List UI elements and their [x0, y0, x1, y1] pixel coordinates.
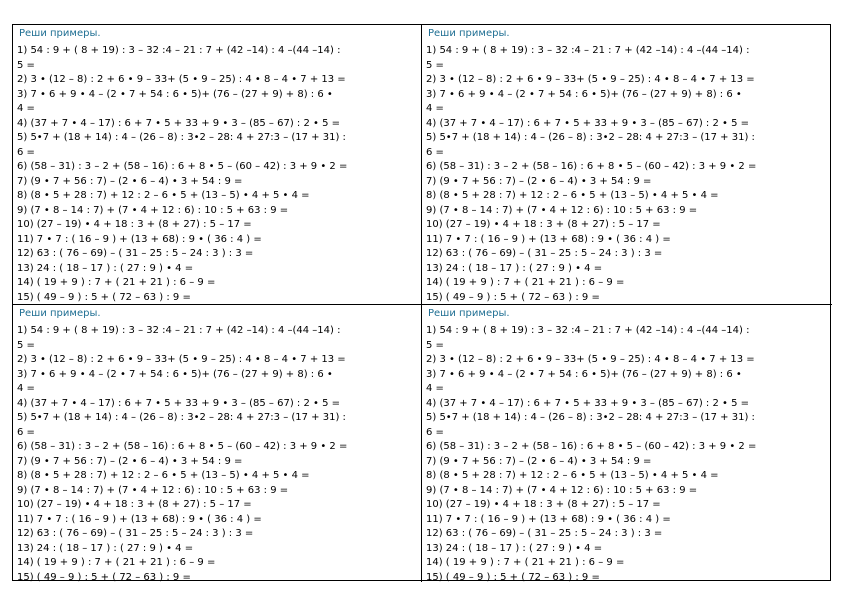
exercise-line: 10) (27 – 19) • 4 + 18 : 3 + (8 + 27) : 5 – 17 =: [17, 219, 252, 230]
exercise-line: 6 =: [17, 426, 35, 438]
exercise-line: 4) (37 + 7 • 4 – 17) : 6 + 7 • 5 + 33 + 9 • 3 – (85 – 67) : 2 • 5 =: [426, 117, 749, 129]
exercise-line: 8) (8 • 5 + 28 : 7) + 12 : 2 – 6 • 5 + (13 – 5) • 4 + 5 • 4 =: [17, 190, 310, 201]
card-title: Реши примеры.: [19, 28, 101, 39]
exercise-line: 4) (37 + 7 • 4 – 17) : 6 + 7 • 5 + 33 + 9 • 3 – (85 – 67) : 2 • 5 =: [426, 397, 749, 409]
exercise-line: 10) (27 – 19) • 4 + 18 : 3 + (8 + 27) : 5 – 17 =: [426, 499, 661, 510]
exercise-line: 4 =: [426, 103, 444, 114]
exercise-line: 11) 7 • 7 : ( 16 – 9 ) + (13 + 68) : 9 • ( 36 : 4 ) =: [426, 513, 671, 525]
exercise-line: 1) 54 : 9 + ( 8 + 19) : 3 – 32 :4 – 21 : 7 + (42 –14) : 4 –(44 –14) :: [17, 45, 341, 56]
exercise-line: 5 =: [17, 339, 35, 351]
exercise-line: 13) 24 : ( 18 – 17 ) : ( 27 : 9 ) • 4 =: [17, 262, 194, 274]
exercise-list: [426, 324, 828, 582]
exercise-line: 1) 54 : 9 + ( 8 + 19) : 3 – 32 :4 – 21 : 7 + (42 –14) : 4 –(44 –14) :: [426, 45, 750, 56]
exercise-line: 2) 3 • (12 – 8) : 2 + 6 • 9 – 33+ (5 • 9 – 25) : 4 • 8 – 4 • 7 + 13 =: [17, 74, 346, 85]
exercise-line: 6) (58 – 31) : 3 – 2 + (58 – 16) : 6 + 8 • 5 – (60 – 42) : 3 + 9 • 2 =: [17, 161, 348, 172]
exercise-line: 2) 3 • (12 – 8) : 2 + 6 • 9 – 33+ (5 • 9 – 25) : 4 • 8 – 4 • 7 + 13 =: [17, 354, 346, 365]
exercise-line: 2) 3 • (12 – 8) : 2 + 6 • 9 – 33+ (5 • 9 – 25) : 4 • 8 – 4 • 7 + 13 =: [426, 354, 755, 365]
worksheet-grid: [12, 24, 831, 581]
exercise-line: 1) 54 : 9 + ( 8 + 19) : 3 – 32 :4 – 21 : 7 + (42 –14) : 4 –(44 –14) :: [17, 325, 341, 336]
exercise-line: 7) (9 • 7 + 56 : 7) – (2 • 6 – 4) • 3 + 54 : 9 =: [17, 455, 243, 467]
exercise-line: 1) 54 : 9 + ( 8 + 19) : 3 – 32 :4 – 21 : 7 + (42 –14) : 4 –(44 –14) :: [426, 325, 750, 336]
exercise-line: 8) (8 • 5 + 28 : 7) + 12 : 2 – 6 • 5 + (13 – 5) • 4 + 5 • 4 =: [426, 470, 719, 481]
exercise-line: 14) ( 19 + 9 ) : 7 + ( 21 + 21 ) : 6 – 9 =: [17, 557, 216, 568]
exercise-line: 11) 7 • 7 : ( 16 – 9 ) + (13 + 68) : 9 • ( 36 : 4 ) =: [17, 513, 262, 525]
exercise-line: 14) ( 19 + 9 ) : 7 + ( 21 + 21 ) : 6 – 9 =: [17, 277, 216, 288]
worksheet-card-bottom-right: [422, 305, 832, 582]
card-title: Реши примеры.: [19, 308, 101, 319]
exercise-line: 8) (8 • 5 + 28 : 7) + 12 : 2 – 6 • 5 + (13 – 5) • 4 + 5 • 4 =: [426, 190, 719, 201]
exercise-line: 6) (58 – 31) : 3 – 2 + (58 – 16) : 6 + 8 • 5 – (60 – 42) : 3 + 9 • 2 =: [426, 161, 757, 172]
exercise-line: 3) 7 • 6 + 9 • 4 – (2 • 7 + 54 : 6 • 5)+ (76 – (27 + 9) + 8) : 6 •: [426, 88, 742, 100]
exercise-line: 6 =: [17, 146, 35, 158]
exercise-line: 13) 24 : ( 18 – 17 ) : ( 27 : 9 ) • 4 =: [426, 542, 603, 554]
exercise-line: 4 =: [17, 103, 35, 114]
exercise-line: 15) ( 49 – 9 ) : 5 + ( 72 – 63 ) : 9 =: [426, 291, 600, 303]
exercise-list: [17, 324, 417, 582]
exercise-line: 10) (27 – 19) • 4 + 18 : 3 + (8 + 27) : 5 – 17 =: [426, 219, 661, 230]
exercise-line: 5) 5•7 + (18 + 14) : 4 – (26 – 8) : 3•2 – 28: 4 + 27:3 – (17 + 31) :: [17, 132, 346, 143]
exercise-line: 10) (27 – 19) • 4 + 18 : 3 + (8 + 27) : 5 – 17 =: [17, 499, 252, 510]
exercise-line: 5) 5•7 + (18 + 14) : 4 – (26 – 8) : 3•2 – 28: 4 + 27:3 – (17 + 31) :: [17, 412, 346, 423]
exercise-line: 4 =: [17, 383, 35, 394]
exercise-line: 7) (9 • 7 + 56 : 7) – (2 • 6 – 4) • 3 + 54 : 9 =: [426, 175, 652, 187]
exercise-list: [17, 44, 417, 305]
exercise-line: 5) 5•7 + (18 + 14) : 4 – (26 – 8) : 3•2 – 28: 4 + 27:3 – (17 + 31) :: [426, 132, 755, 143]
exercise-line: 9) (7 • 8 – 14 : 7) + (7 • 4 + 12 : 6) : 10 : 5 + 63 : 9 =: [17, 484, 289, 496]
exercise-line: 3) 7 • 6 + 9 • 4 – (2 • 7 + 54 : 6 • 5)+ (76 – (27 + 9) + 8) : 6 •: [17, 88, 333, 100]
card-title: Реши примеры.: [428, 308, 510, 319]
exercise-line: 12) 63 : ( 76 – 69) – ( 31 – 25 : 5 – 24 : 3 ) : 3 =: [17, 248, 254, 259]
exercise-line: 4) (37 + 7 • 4 – 17) : 6 + 7 • 5 + 33 + 9 • 3 – (85 – 67) : 2 • 5 =: [17, 397, 340, 409]
exercise-line: 5 =: [17, 59, 35, 71]
exercise-line: 3) 7 • 6 + 9 • 4 – (2 • 7 + 54 : 6 • 5)+ (76 – (27 + 9) + 8) : 6 •: [17, 368, 333, 380]
exercise-list: [426, 44, 828, 305]
worksheet-card-top-right: [422, 25, 832, 305]
exercise-line: 13) 24 : ( 18 – 17 ) : ( 27 : 9 ) • 4 =: [426, 262, 603, 274]
exercise-line: 5) 5•7 + (18 + 14) : 4 – (26 – 8) : 3•2 – 28: 4 + 27:3 – (17 + 31) :: [426, 412, 755, 423]
card-title: Реши примеры.: [428, 28, 510, 39]
exercise-line: 14) ( 19 + 9 ) : 7 + ( 21 + 21 ) : 6 – 9 =: [426, 277, 625, 288]
exercise-line: 2) 3 • (12 – 8) : 2 + 6 • 9 – 33+ (5 • 9 – 25) : 4 • 8 – 4 • 7 + 13 =: [426, 74, 755, 85]
exercise-line: 6) (58 – 31) : 3 – 2 + (58 – 16) : 6 + 8 • 5 – (60 – 42) : 3 + 9 • 2 =: [17, 441, 348, 452]
worksheet-card-bottom-left: [13, 305, 422, 582]
exercise-line: 11) 7 • 7 : ( 16 – 9 ) + (13 + 68) : 9 • ( 36 : 4 ) =: [17, 233, 262, 245]
exercise-line: 15) ( 49 – 9 ) : 5 + ( 72 – 63 ) : 9 =: [17, 291, 191, 303]
exercise-line: 9) (7 • 8 – 14 : 7) + (7 • 4 + 12 : 6) : 10 : 5 + 63 : 9 =: [426, 484, 698, 496]
exercise-line: 5 =: [426, 59, 444, 71]
exercise-line: 8) (8 • 5 + 28 : 7) + 12 : 2 – 6 • 5 + (13 – 5) • 4 + 5 • 4 =: [17, 470, 310, 481]
exercise-line: 9) (7 • 8 – 14 : 7) + (7 • 4 + 12 : 6) : 10 : 5 + 63 : 9 =: [17, 204, 289, 216]
exercise-line: 12) 63 : ( 76 – 69) – ( 31 – 25 : 5 – 24 : 3 ) : 3 =: [426, 248, 663, 259]
exercise-line: 13) 24 : ( 18 – 17 ) : ( 27 : 9 ) • 4 =: [17, 542, 194, 554]
exercise-line: 15) ( 49 – 9 ) : 5 + ( 72 – 63 ) : 9 =: [17, 571, 191, 582]
exercise-line: 14) ( 19 + 9 ) : 7 + ( 21 + 21 ) : 6 – 9 =: [426, 557, 625, 568]
exercise-line: 6 =: [426, 426, 444, 438]
exercise-line: 5 =: [426, 339, 444, 351]
exercise-line: 12) 63 : ( 76 – 69) – ( 31 – 25 : 5 – 24 : 3 ) : 3 =: [17, 528, 254, 539]
exercise-line: 6 =: [426, 146, 444, 158]
exercise-line: 7) (9 • 7 + 56 : 7) – (2 • 6 – 4) • 3 + 54 : 9 =: [17, 175, 243, 187]
exercise-line: 12) 63 : ( 76 – 69) – ( 31 – 25 : 5 – 24 : 3 ) : 3 =: [426, 528, 663, 539]
exercise-line: 11) 7 • 7 : ( 16 – 9 ) + (13 + 68) : 9 • ( 36 : 4 ) =: [426, 233, 671, 245]
exercise-line: 4 =: [426, 383, 444, 394]
exercise-line: 7) (9 • 7 + 56 : 7) – (2 • 6 – 4) • 3 + 54 : 9 =: [426, 455, 652, 467]
exercise-line: 9) (7 • 8 – 14 : 7) + (7 • 4 + 12 : 6) : 10 : 5 + 63 : 9 =: [426, 204, 698, 216]
exercise-line: 4) (37 + 7 • 4 – 17) : 6 + 7 • 5 + 33 + 9 • 3 – (85 – 67) : 2 • 5 =: [17, 117, 340, 129]
exercise-line: 15) ( 49 – 9 ) : 5 + ( 72 – 63 ) : 9 =: [426, 571, 600, 582]
exercise-line: 3) 7 • 6 + 9 • 4 – (2 • 7 + 54 : 6 • 5)+ (76 – (27 + 9) + 8) : 6 •: [426, 368, 742, 380]
worksheet-card-top-left: [13, 25, 422, 305]
exercise-line: 6) (58 – 31) : 3 – 2 + (58 – 16) : 6 + 8 • 5 – (60 – 42) : 3 + 9 • 2 =: [426, 441, 757, 452]
